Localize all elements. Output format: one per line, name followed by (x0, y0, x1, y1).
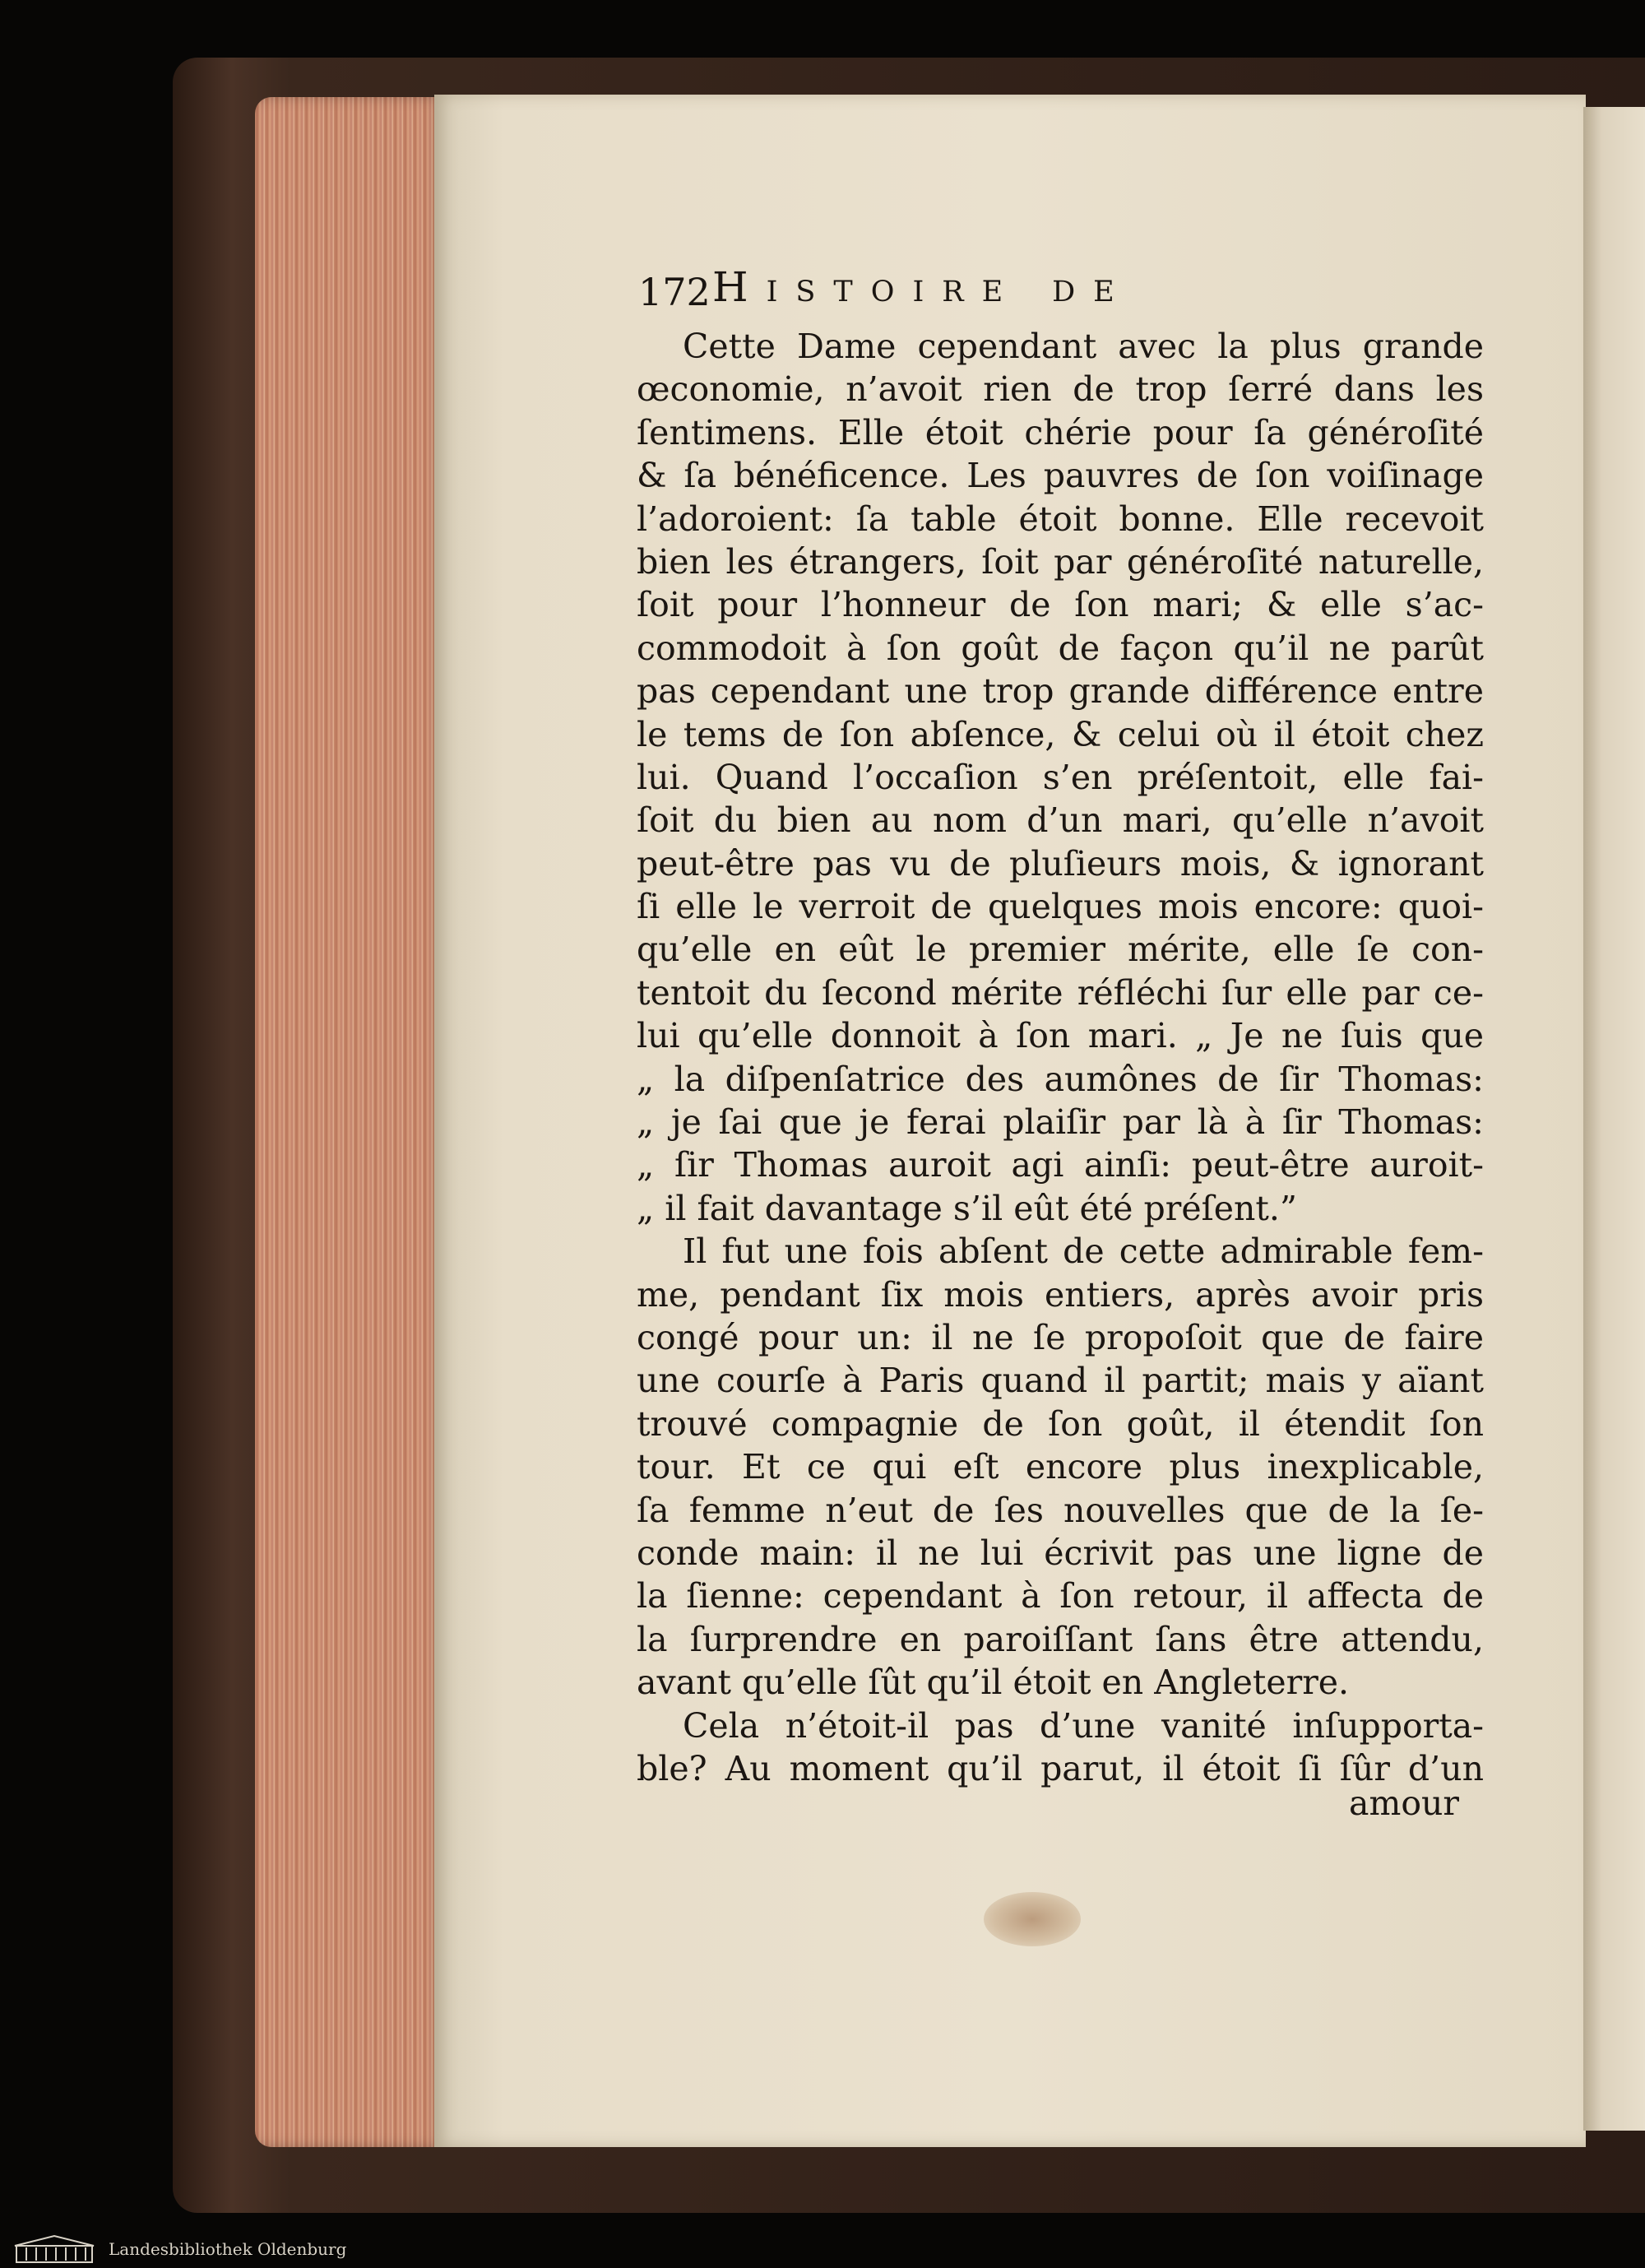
text-line: Il fut une fois abſent de cette admirable fem- (683, 1231, 1484, 1272)
text-line: „ il fait davantage s’il eût été préſent.” (637, 1188, 1297, 1228)
text-line: congé pour un: il ne ſe propoſoit que de faire (637, 1317, 1484, 1357)
text-line: avant qu’elle ſût qu’il étoit en Angleterre. (637, 1663, 1350, 1703)
page-number: 172 (638, 270, 711, 314)
text-line: la ſurprendre en paroiſſant ſans être attendu, (637, 1619, 1484, 1659)
text-line: ſoit pour l’honneur de ſon mari; & elle s’ac- (637, 585, 1484, 625)
text-line: le tems de ſon abſence, & celui où il étoit chez (637, 714, 1484, 754)
text-line: commodoit à ſon goût de façon qu’il ne parût (637, 628, 1484, 668)
text-line: „ ſir Thomas auroit agi ainſi: peut-être auroit- (637, 1145, 1484, 1185)
paper-stain (984, 1892, 1081, 1946)
text-line: ſentimens. Elle étoit chérie pour ſa généroſité (637, 412, 1484, 452)
text-line: Cela n’étoit-il pas d’une vanité inſupporta- (683, 1705, 1484, 1746)
footer-bar (0, 2231, 1645, 2268)
text-line: Cette Dame cependant avec la plus grande (683, 327, 1484, 366)
text-line: la ſienne: cependant à ſon retour, il affecta de (637, 1576, 1484, 1616)
text-line: lui. Quand l’occaſion s’en préſentoit, elle fai- (637, 757, 1484, 797)
text-line: me, pendant ſix mois entiers, après avoir pris (637, 1274, 1484, 1315)
page-header (638, 263, 1469, 321)
page-block-edge (255, 97, 444, 2147)
text-line: pas cependant une trop grande différence entre (637, 671, 1484, 712)
text-line: œconomie, n’avoit rien de trop ſerré dans les (637, 369, 1484, 410)
text-line: lui qu’elle donnoit à ſon mari. „ Je ne ſuis que (637, 1016, 1484, 1056)
text-line: qu’elle en eût le premier mérite, elle ſe con- (637, 930, 1484, 970)
text-line: tentoit du ſecond mérite réfléchi ſur elle par ce- (637, 972, 1484, 1013)
text-line: ſa femme n’eut de ſes nouvelles que de la ſe- (637, 1490, 1484, 1530)
text-line: ſoit du bien au nom d’un mari, qu’elle n’avoit (637, 800, 1484, 841)
running-title: Histoire de (712, 263, 1133, 311)
text-line: ble? Au moment qu’il parut, il étoit ſi ſûr d’un (637, 1748, 1484, 1788)
text-line: & ſa bénéficence. Les pauvres de ſon voiſinage (637, 456, 1484, 496)
text-line: bien les étrangers, ſoit par généroſité naturelle, (637, 541, 1484, 582)
text-line: conde main: il ne lui écrivit pas une ligne de (637, 1533, 1484, 1573)
text-line: „ je ſai que je ferai plaiſir par là à ſir Thomas: (637, 1102, 1484, 1143)
library-name: Landesbibliothek Oldenburg (109, 2239, 347, 2259)
text-line: tour. Et ce qui eſt encore plus inexplicable, (637, 1447, 1484, 1487)
text-line: l’adoroient: ſa table étoit bonne. Elle recevoit (637, 499, 1484, 539)
text-line: trouvé compagnie de ſon goût, il étendit ſon (637, 1403, 1484, 1444)
text-line: ſi elle le verroit de quelques mois encore: quoi- (637, 887, 1484, 927)
text-line: peut-être pas vu de pluſieurs mois, & ignorant (637, 843, 1484, 884)
body-text (637, 325, 1484, 1790)
library-building-icon (12, 2234, 97, 2264)
text-line: „ la diſpenſatrice des aumônes de ſir Thomas: (637, 1059, 1484, 1099)
catchword: amour (1349, 1783, 1460, 1823)
facing-page-edge (1583, 107, 1645, 2131)
text-line: une courſe à Paris quand il partit; mais y aïant (637, 1361, 1484, 1401)
